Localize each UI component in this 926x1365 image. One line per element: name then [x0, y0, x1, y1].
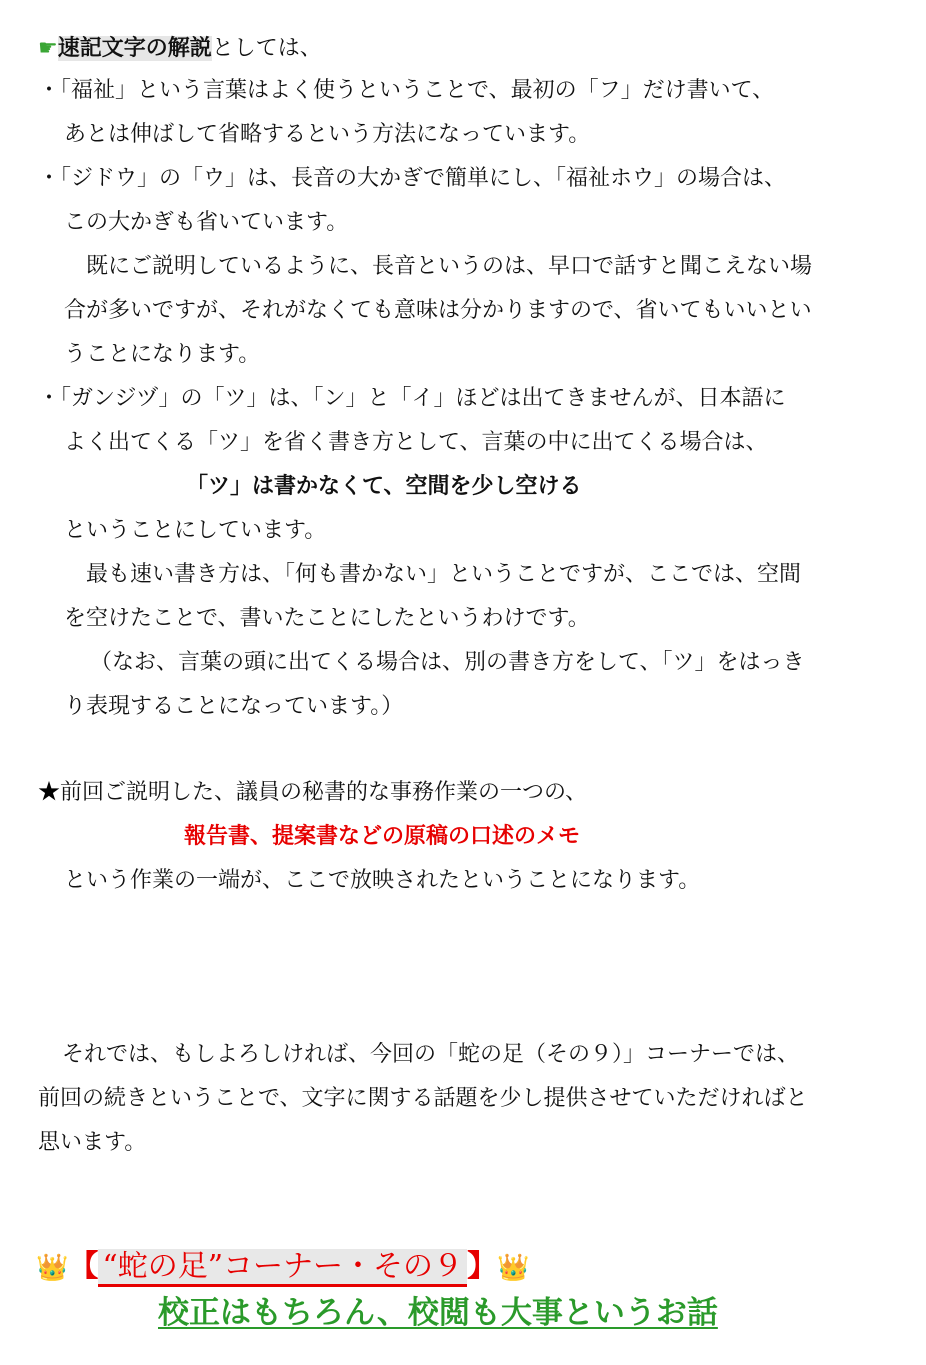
- intro-heading-rest: としては、: [211, 36, 322, 61]
- bullet-text: 「ジドウ」の「ウ」は、長音の大かぎで簡単にし、「福祉ホウ」の場合は、: [60, 166, 787, 191]
- paragraph-line: うことになります。: [64, 342, 261, 367]
- star-line-2: という作業の一端が、ここで放映されたということになります。: [64, 868, 701, 893]
- bullet-1-line-2: あとは伸ばして省略するという方法になっています。: [64, 122, 591, 147]
- closing-line: それでは、もしよろしければ、今回の「蛇の足（その９）」コーナーでは、: [62, 1042, 800, 1067]
- bullet-2-line-2: この大かぎも省いています。: [64, 210, 349, 235]
- corner-subtitle: 校正はもちろん、校閲も大事というお話: [158, 1295, 718, 1331]
- tsu-emphasis: 「ツ」は書かなくて、空間を少し空ける: [186, 474, 582, 499]
- intro-heading: [38, 38, 322, 60]
- bullet-text: 「福祉」という言葉はよく使うということで、最初の「フ」だけ書いて、: [60, 78, 775, 103]
- star-text: 前回ご説明した、議員の秘書的な事務作業の一つの、: [60, 780, 588, 805]
- bullet-2-line-1: [38, 168, 786, 190]
- paragraph-line: を空けたことで、書いたことにしたというわけです。: [64, 606, 590, 631]
- bracket-open: 【: [68, 1249, 99, 1284]
- note-line: り表現することになっています。）: [64, 694, 404, 719]
- bullet-marker: ・: [38, 386, 61, 411]
- bullet-3-line-2: よく出てくる「ツ」を省く書き方として、言葉の中に出てくる場合は、: [64, 430, 768, 455]
- bullet-marker: ・: [38, 166, 61, 191]
- bullet-text: 「ガンジヅ」の「ツ」は、「ン」と「イ」ほどは出てきませんが、日本語に: [60, 386, 786, 411]
- bracket-close: 】: [467, 1249, 498, 1284]
- closing-line: 前回の続きということで、文字に関する話題を少し提供させていただければと: [38, 1086, 808, 1111]
- note-line: （なお、言葉の頭に出てくる場合は、別の書き方をして、「ツ」をはっき: [90, 650, 805, 675]
- bullet-3-line-1: [38, 388, 785, 410]
- star-line-1: [38, 782, 587, 804]
- star-icon: ★: [38, 780, 61, 805]
- corner-title: [36, 1249, 530, 1284]
- paragraph-line: 既にご説明しているように、長音というのは、早口で話すと聞こえない場: [86, 254, 813, 279]
- bullet-3-line-3: ということにしています。: [64, 518, 327, 543]
- paragraph-line: 最も速い書き方は、「何も書かない」ということですが、ここでは、空間: [86, 562, 802, 587]
- intro-heading-bold: 速記文字の解説: [57, 36, 212, 61]
- paragraph-line: 合が多いですが、それがなくても意味は分かりますので、省いてもいいとい: [64, 298, 812, 323]
- bullet-1-line-1: [38, 80, 774, 102]
- closing-line: 思います。: [38, 1130, 147, 1155]
- red-emphasis: 報告書、提案書などの原稿の口述のメモ: [184, 824, 581, 849]
- pointing-hand-icon: ☛: [38, 36, 58, 61]
- bullet-marker: ・: [38, 78, 61, 103]
- crown-icon: 👑: [36, 1253, 69, 1283]
- corner-title-text: “蛇の足”コーナー・その９: [98, 1249, 467, 1287]
- crown-icon: 👑: [497, 1253, 530, 1283]
